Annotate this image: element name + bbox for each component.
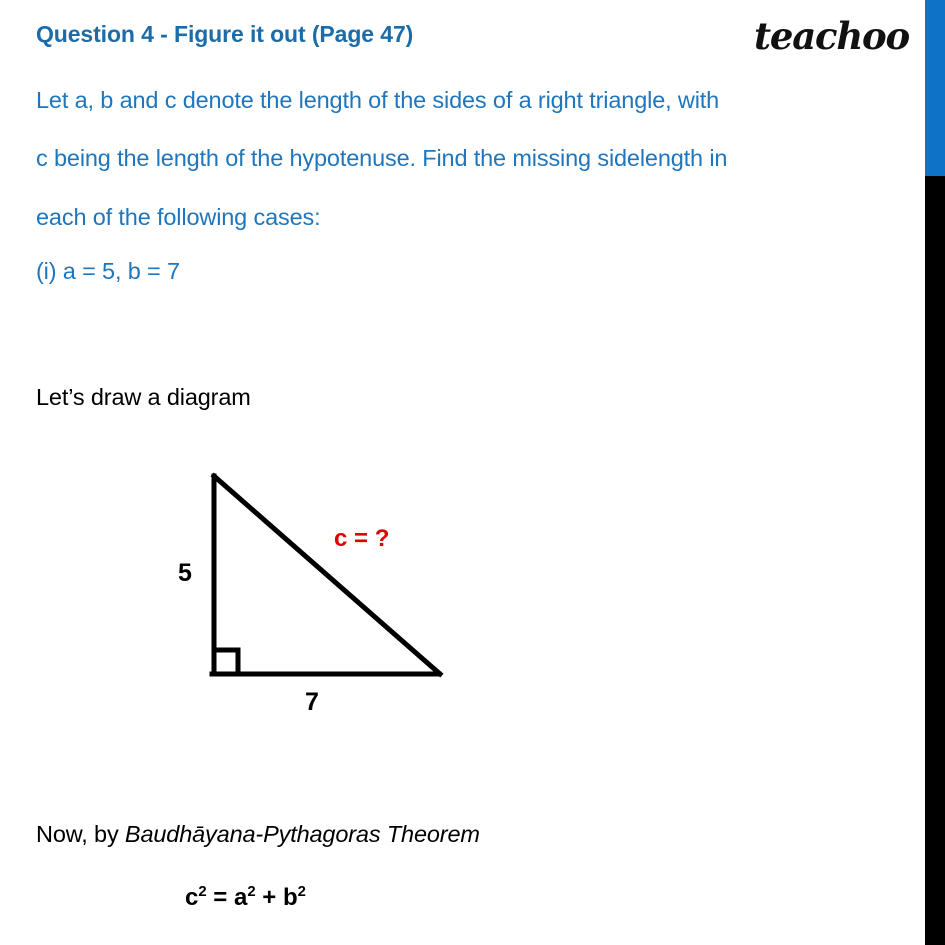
question-case-i: (i) a = 5, b = 7 [36,258,180,284]
formula-lhs-base: c [185,884,199,911]
triangle-svg [150,450,490,730]
formula-lhs-exponent: 2 [198,884,207,900]
formula-term1-base: a [234,884,248,911]
teachoo-logo: teachoo [754,14,909,58]
page-title: Question 4 - Figure it out (Page 47) [36,21,414,47]
question-text-line-1: Let a, b and c denote the length of the sides of a right triangle, with [36,87,720,113]
formula-plus: + [255,884,283,911]
formula-term2-base: b [283,884,298,911]
pythagoras-formula [185,884,306,912]
hypotenuse-label-c: c = ? [334,525,390,552]
triangle-hypotenuse [214,476,440,674]
side-label-a: 5 [178,559,192,587]
theorem-name: Baudhāyana-Pythagoras Theorem [124,821,480,847]
right-angle-marker-icon [214,650,238,674]
question-text-line-3: each of the following cases: [36,204,321,230]
theorem-prefix: Now, by [36,821,125,847]
theorem-statement [36,821,480,848]
draw-diagram-text: Let’s draw a diagram [36,384,251,410]
right-edge-blue-bar [925,0,945,176]
formula-equals: = [206,884,234,911]
question-text-line-2: c being the length of the hypotenuse. Find the missing sidelength in [36,145,728,171]
formula-term2-exponent: 2 [297,884,306,900]
side-label-b: 7 [305,688,319,716]
right-triangle-diagram [150,450,490,730]
formula-term1-exponent: 2 [247,884,256,900]
right-edge-black-bar [925,176,945,945]
